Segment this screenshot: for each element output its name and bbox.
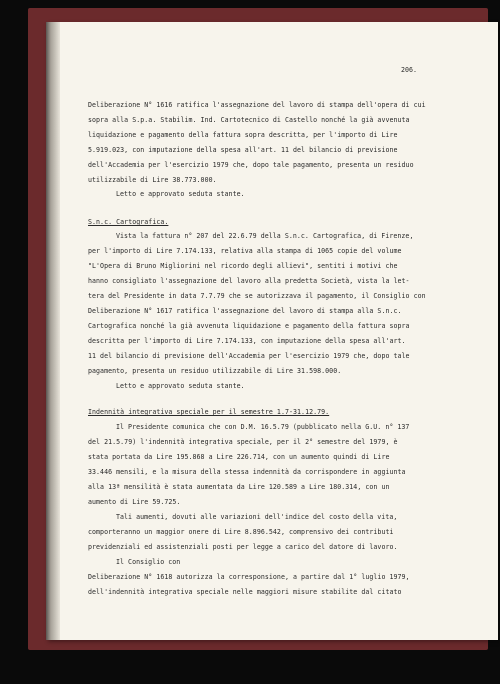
text-line: pagamento, presenta un residuo utilizzabile di Lire 31.598.000. xyxy=(88,367,342,375)
text-line: Deliberazione N° 1618 autorizza la corresponsione, a partire dal 1° luglio 1979, xyxy=(88,573,410,581)
section-heading: S.n.c. Cartografica. xyxy=(88,218,169,226)
text-line: Vista la fattura n° 207 del 22.6.79 della S.n.c. Cartografica, di Firenze, xyxy=(116,232,414,240)
text-line: liquidazione e pagamento della fattura sopra descritta, per l'importo di Lire xyxy=(88,131,398,139)
text-line: 11 del bilancio di previsione dell'Accademia per l'esercizio 1979 che, dopo tale xyxy=(88,352,410,360)
text-line: del 21.5.79) l'indennità integrativa speciale, per il 2° semestre del 1979, è xyxy=(88,438,398,446)
text-line: descritta per l'importo di Lire 7.174.133, con imputazione della spesa all'art. xyxy=(88,337,406,345)
text-line: sopra alla S.p.a. Stabilim. Ind. Cartotecnico di Castello nonché la già avvenuta xyxy=(88,116,410,124)
text-line: 33.446 mensili, e la misura della stessa indennità da corrispondere in aggiunta xyxy=(88,468,406,476)
text-line: tera del Presidente in data 7.7.79 che se autorizzava il pagamento, il Consiglio con xyxy=(88,292,426,300)
text-line: per l'importo di Lire 7.174.133, relativa alla stampa di 1065 copie del volume xyxy=(88,247,402,255)
text-line: Il Presidente comunica che con D.M. 16.5.79 (pubblicato nella G.U. n° 137 xyxy=(116,423,410,431)
text-line: utilizzabile di Lire 38.773.000. xyxy=(88,176,217,184)
text-line: Letto e approvato seduta stante. xyxy=(116,190,245,198)
text-line: dell'indennità integrativa speciale nelle maggiori misure stabilite dal citato xyxy=(88,588,402,596)
page-number: 206. xyxy=(401,66,418,74)
text-line: alla 13ª mensilità è stata aumentata da Lire 120.589 a Lire 180.314, con un xyxy=(88,483,390,491)
document-page xyxy=(46,22,498,640)
text-line: dell'Accademia per l'esercizio 1979 che, dopo tale pagamento, presenta un residuo xyxy=(88,161,414,169)
page-text xyxy=(46,22,498,640)
text-line: Deliberazione N° 1617 ratifica l'assegnazione del lavoro di stampa alla S.n.c. xyxy=(88,307,402,315)
text-line: hanno consigliato l'assegnazione del lavoro alla predetta Società, vista la let- xyxy=(88,277,410,285)
section-heading: Indennità integrativa speciale per il semestre 1.7-31.12.79. xyxy=(88,408,330,416)
text-line: Cartografica nonché la già avvenuta liquidazione e pagamento della fattura sopra xyxy=(88,322,410,330)
text-line: aumento di Lire 59.725. xyxy=(88,498,181,506)
text-line: "L'Opera di Bruno Migliorini nel ricordo degli allievi", sentiti i motivi che xyxy=(88,262,398,270)
text-line: previdenziali ed assistenziali posti per legge a carico del datore di lavoro. xyxy=(88,543,398,551)
text-line: Il Consiglio con xyxy=(116,558,181,566)
text-line: Deliberazione N° 1616 ratifica l'assegnazione del lavoro di stampa dell'opera di cui xyxy=(88,101,426,109)
text-line: 5.919.023, con imputazione della spesa all'art. 11 del bilancio di previsione xyxy=(88,146,398,154)
text-line: Tali aumenti, dovuti alle variazioni dell'indice del costo della vita, xyxy=(116,513,398,521)
text-line: Letto e approvato seduta stante. xyxy=(116,382,245,390)
text-line: stata portata da Lire 195.868 a Lire 226.714, con un aumento quindi di Lire xyxy=(88,453,390,461)
text-line: comporteranno un maggior onere di Lire 8.896.542, comprensivo dei contributi xyxy=(88,528,394,536)
